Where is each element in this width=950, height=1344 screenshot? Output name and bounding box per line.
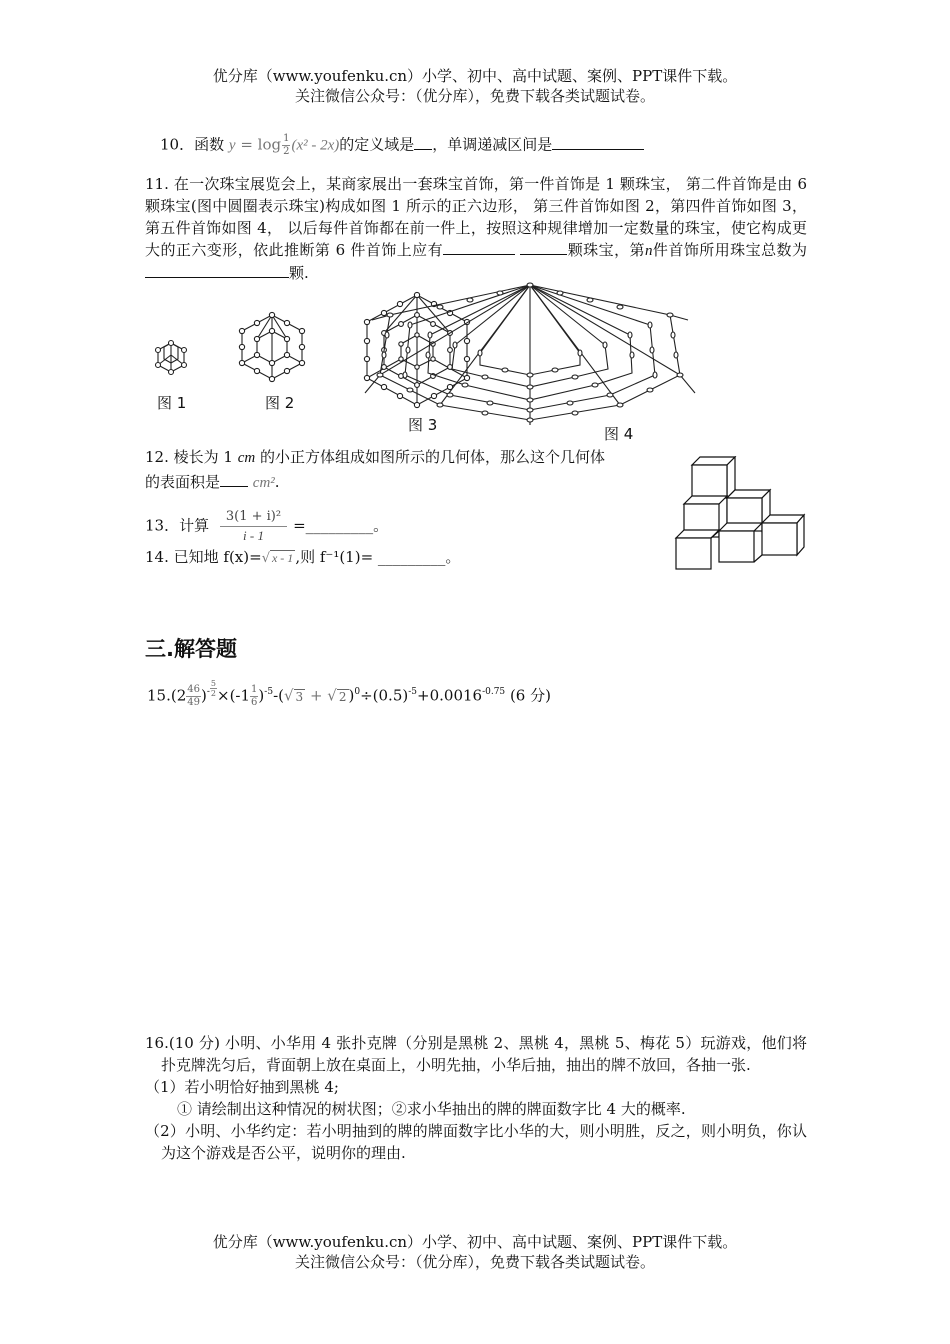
q10-formula-y: y — [228, 137, 236, 154]
q14-prefix: 14. 已知地 f(x)= — [145, 548, 262, 566]
q12-text-b: 的小正方体组成如图所示的几何体，那么这个几何体 — [255, 448, 605, 466]
q11-blank-1a[interactable] — [443, 239, 515, 255]
question-11 — [145, 173, 807, 284]
q15-exp-1-den: 2 — [210, 689, 216, 698]
question-13 — [145, 508, 388, 545]
q15-p3: ×(-1 — [217, 686, 251, 705]
q15-exp-1 — [210, 679, 217, 698]
q15-sqrt2: 2 — [338, 689, 347, 704]
q15-p8: +0.0016 — [417, 686, 483, 705]
q15-exp-5: -0.75 — [482, 686, 506, 697]
figure-1-hexagon — [158, 343, 184, 372]
q15-p6: ) — [348, 686, 355, 705]
q12-blank[interactable] — [220, 471, 248, 487]
q15-sqrt3: 3 — [295, 689, 304, 704]
q15-p1: 15.(2 — [147, 686, 187, 705]
q15-frac-1-den: 49 — [187, 697, 200, 708]
cube-stack-figure — [672, 456, 808, 572]
q13-prefix: 13．计算 — [145, 516, 210, 535]
figure-1-label: 图 1 — [157, 394, 187, 412]
q10-blank-interval[interactable] — [552, 134, 644, 150]
q14-suffix: ,则 f⁻¹(1)= _________。 — [295, 548, 461, 566]
footer-line-1: 优分库（www.youfenku.cn）小学、初中、高中试题、案例、PPT课件下载。 — [212, 1233, 738, 1251]
question-14 — [145, 546, 460, 570]
q15-exp-1-num: 5 — [210, 679, 216, 688]
q12-end: . — [274, 473, 280, 491]
q16-part-2: （2）小明、小华约定：若小明抽到的牌的牌面数字比小华的大，则小明胜，反之，则小明负，你认为这个游戏是否公平，说明你的理由. — [145, 1122, 807, 1162]
figure-2-hexagon — [242, 315, 302, 379]
q15-plus: + — [305, 686, 328, 705]
figure-4-label: 图 4 — [604, 425, 634, 443]
section-3-title: 三.解答题 — [145, 637, 237, 661]
q15-exp1-sign: - — [206, 686, 210, 697]
q12-text-c: 的表面积是 — [145, 473, 221, 491]
question-16 — [145, 1032, 807, 1164]
question-12-line-2 — [145, 471, 280, 494]
q10-mid: 的定义域是 — [339, 135, 415, 154]
q10-formula-arg: (x² - 2x) — [291, 137, 340, 154]
q15-p9: (6 分) — [505, 686, 551, 705]
q10-formula-log: = log — [235, 135, 282, 154]
q15-exp-3: 0 — [354, 686, 361, 697]
q15-frac-2-num: 1 — [251, 684, 258, 695]
q12-unit-cm: cm — [237, 450, 256, 466]
question-10 — [160, 133, 644, 158]
q16-intro: 16.(10 分) 小明、小华用 4 张扑克牌（分别是黑桃 2、黑桃 4，黑桃 5、梅花 5）玩游戏，他们将扑克牌洗匀后，背面朝上放在桌面上，小明先抽，小华后抽，抽出的牌不放回，各抽一张. — [145, 1034, 807, 1074]
q12-text-a: 12. 棱长为 1 — [145, 448, 238, 466]
q14-sqrt-arg: x - 1 — [271, 551, 294, 565]
q10-prefix: 10．函数 — [160, 135, 225, 154]
q15-p5: -( — [273, 686, 284, 705]
q15-p2: ) — [201, 686, 207, 705]
q10-blank-domain[interactable] — [414, 134, 432, 150]
q11-n-var: n — [644, 243, 653, 259]
sqrt-icon: √ — [261, 551, 270, 566]
question-12-line-1 — [145, 446, 605, 469]
header-line-1: 优分库（www.youfenku.cn）小学、初中、高中试题、案例、PPT课件下载。 — [212, 67, 738, 85]
q15-frac-2-den: 6 — [251, 697, 258, 708]
q10-log-base-num: 1 — [283, 133, 290, 144]
sqrt-icon: √ — [327, 686, 337, 705]
q10-log-base-den: 2 — [283, 146, 290, 157]
sqrt-icon: √ — [283, 686, 294, 705]
q11-text-1: 11. 在一次珠宝展览会上，某商家展出一套珠宝首饰，第一件首饰是 1 颗珠宝， 第二件首饰是由 6 颗珠宝(图中圆圈表示珠宝)构成如图 1 所示的正六边形， 第三件首饰如图 2，第四件首饰如图 3， 第五件首饰如图 4， 以后每件首饰都在前一件上，按照这种规律增加一定数量的珠宝，使它构成更大的正六变形，依此推断第 6 件首饰上应有 — [145, 175, 807, 259]
q15-frac-1-num: 46 — [187, 684, 200, 695]
q11-blank-1b[interactable] — [520, 239, 567, 255]
q13-suffix: =_________。 — [293, 516, 389, 535]
q15-exp-4: -5 — [408, 686, 418, 697]
question-15 — [147, 679, 551, 710]
q13-fraction — [220, 508, 287, 545]
q15-exp-2: -5 — [264, 686, 274, 697]
q11-text-4: 颗. — [289, 264, 309, 282]
q10-log-base — [282, 133, 290, 158]
q13-numerator: 3(1 + i)² — [220, 508, 287, 527]
q15-p4: ) — [258, 686, 265, 705]
footer-line-2: 关注微信公众号：（优分库），免费下载各类试题试卷。 — [294, 1253, 655, 1271]
q16-part-1-sub: ① 请绘制出这种情况的树状图；②求小华抽出的牌的牌面数字比 4 大的概率. — [177, 1100, 686, 1118]
q13-denominator: i - 1 — [243, 528, 264, 543]
q15-p7: ÷(0.5) — [360, 686, 409, 705]
q16-part-1: （1）若小明恰好抽到黑桃 4; — [145, 1078, 339, 1096]
q11-text-2: 颗珠宝，第 — [567, 241, 645, 259]
q12-unit-cm2: cm² — [252, 475, 275, 491]
figure-3-label: 图 3 — [408, 416, 438, 434]
q10-mid2: ，单调递减区间是 — [432, 135, 553, 154]
figure-2-label: 图 2 — [265, 394, 295, 412]
header-line-2: 关注微信公众号：（优分库），免费下载各类试题试卷。 — [294, 87, 655, 105]
q15-frac-1 — [186, 684, 201, 709]
q11-text-3: 件首饰所用珠宝总数为 — [652, 241, 807, 259]
